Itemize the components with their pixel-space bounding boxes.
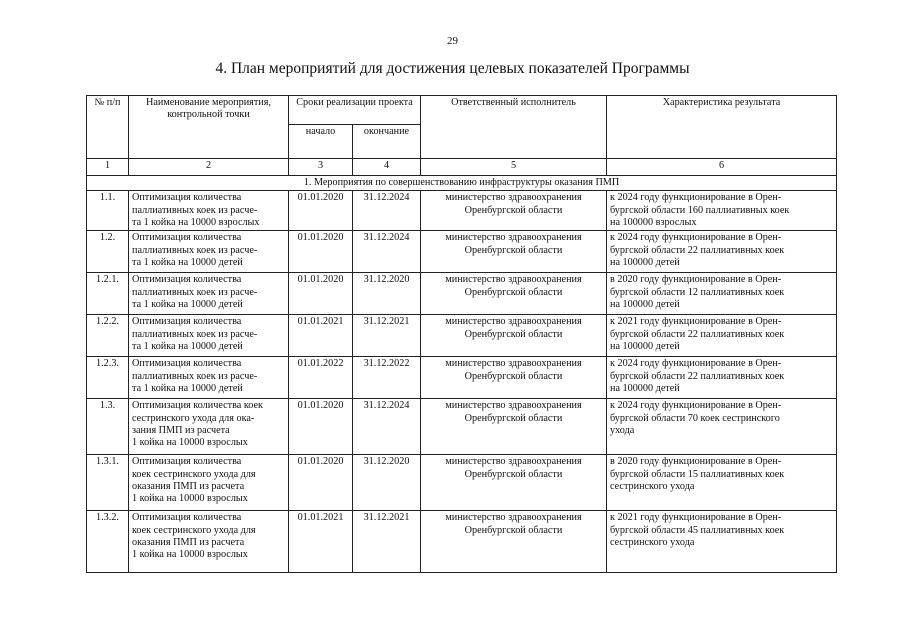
row-name-line: паллиативных коек из расче-	[132, 370, 258, 382]
row-name	[129, 191, 289, 231]
row-name-line: та 1 койка на 10000 детей	[132, 340, 243, 352]
row-result-line: ухода	[610, 424, 635, 436]
row-executor-line: министерство здравоохранения	[445, 456, 582, 468]
row-executor	[421, 231, 607, 273]
row-end-date: 31.12.2022	[353, 357, 421, 399]
row-result-line: в 2020 году функционирование в Орен-	[610, 274, 782, 286]
row-name-line: Оптимизация количества	[132, 456, 242, 468]
header-name: Наименование мероприятия, контрольной точки	[129, 96, 289, 159]
page-number: 29	[447, 35, 458, 47]
row-name-line: сестринского ухода для ока-	[132, 412, 255, 424]
row-result-line: бургской области 160 паллиативных коек	[610, 204, 790, 216]
row-end-date: 31.12.2020	[353, 273, 421, 315]
row-name-line: Оптимизация количества	[132, 192, 242, 204]
section-row	[87, 176, 837, 191]
row-executor-line: министерство здравоохранения	[445, 192, 582, 204]
row-start-date: 01.01.2020	[289, 455, 353, 511]
action-plan-table	[86, 95, 837, 573]
row-executor-line: Оренбургской области	[464, 204, 563, 216]
table-row	[87, 273, 837, 315]
row-result-line: сестринского ухода	[610, 480, 695, 492]
row-name	[129, 273, 289, 315]
row-executor-line: Оренбургской области	[464, 286, 563, 298]
table-row	[87, 315, 837, 357]
column-number: 6	[607, 159, 837, 176]
row-result-line: на 100000 детей	[610, 298, 680, 310]
row-executor	[421, 273, 607, 315]
row-end-date: 31.12.2024	[353, 191, 421, 231]
row-executor-line: Оренбургской области	[464, 244, 563, 256]
row-result-line: бургской области 45 паллиативных коек	[610, 524, 785, 536]
header-executor: Ответственный исполнитель	[421, 96, 607, 159]
row-result-line: бургской области 22 паллиативных коек	[610, 328, 785, 340]
row-executor	[421, 511, 607, 573]
row-end-date: 31.12.2024	[353, 399, 421, 455]
row-end-date: 31.12.2021	[353, 315, 421, 357]
row-result-line: на 100000 детей	[610, 382, 680, 394]
table-row	[87, 231, 837, 273]
row-result	[607, 511, 837, 573]
row-executor-line: Оренбургской области	[464, 468, 563, 480]
row-name-line: Оптимизация количества	[132, 274, 242, 286]
row-name-line: паллиативных коек из расче-	[132, 328, 258, 340]
row-result-line: к 2024 году функционирование в Орен-	[610, 400, 782, 412]
row-name-line: 1 койка на 10000 взрослых	[132, 437, 248, 449]
row-start-date: 01.01.2022	[289, 357, 353, 399]
section-title: 1. Мероприятия по совершенствованию инфраструктуры оказания ПМП	[87, 176, 837, 191]
row-result-line: к 2021 году функционирование в Орен-	[610, 316, 782, 328]
row-name-line: оказания ПМП из расчета	[132, 536, 245, 548]
row-start-date: 01.01.2021	[289, 511, 353, 573]
row-name-line: оказания ПМП из расчета	[132, 480, 245, 492]
row-result-line: бургской области 12 паллиативных коек	[610, 286, 785, 298]
row-number: 1.2.3.	[87, 357, 129, 399]
row-executor	[421, 357, 607, 399]
header-terms: Сроки реализации проекта	[289, 96, 421, 125]
row-executor-line: министерство здравоохранения	[445, 274, 582, 286]
row-number: 1.1.	[87, 191, 129, 231]
row-end-date: 31.12.2020	[353, 455, 421, 511]
header-start: начало	[289, 125, 353, 159]
column-number: 1	[87, 159, 129, 176]
row-executor-line: министерство здравоохранения	[445, 358, 582, 370]
row-executor	[421, 399, 607, 455]
row-number: 1.3.	[87, 399, 129, 455]
row-result-line: на 100000 детей	[610, 256, 680, 268]
row-name	[129, 511, 289, 573]
row-name-line: коек сестринского ухода для	[132, 524, 256, 536]
row-result-line: на 100000 детей	[610, 340, 680, 352]
row-result-line: бургской области 22 паллиативных коек	[610, 244, 785, 256]
header-num: № п/п	[87, 96, 129, 159]
row-number: 1.3.1.	[87, 455, 129, 511]
table-row	[87, 357, 837, 399]
row-result-line: на 100000 взрослых	[610, 216, 697, 228]
table-row	[87, 511, 837, 573]
row-number: 1.2.1.	[87, 273, 129, 315]
row-executor	[421, 315, 607, 357]
row-name	[129, 357, 289, 399]
row-end-date: 31.12.2024	[353, 231, 421, 273]
row-name-line: та 1 койка на 10000 детей	[132, 382, 243, 394]
column-number: 5	[421, 159, 607, 176]
row-start-date: 01.01.2020	[289, 399, 353, 455]
row-name	[129, 399, 289, 455]
row-number: 1.2.2.	[87, 315, 129, 357]
row-name-line: паллиативных коек из расче-	[132, 286, 258, 298]
row-executor-line: министерство здравоохранения	[445, 232, 582, 244]
row-result	[607, 399, 837, 455]
row-start-date: 01.01.2020	[289, 273, 353, 315]
row-result-line: к 2024 году функционирование в Орен-	[610, 358, 782, 370]
row-number: 1.3.2.	[87, 511, 129, 573]
table-body	[87, 191, 837, 573]
row-executor-line: Оренбургской области	[464, 412, 563, 424]
row-result	[607, 357, 837, 399]
row-result-line: сестринского ухода	[610, 536, 695, 548]
row-name	[129, 455, 289, 511]
row-executor-line: Оренбургской области	[464, 328, 563, 340]
row-name	[129, 315, 289, 357]
row-start-date: 01.01.2021	[289, 315, 353, 357]
row-name-line: та 1 койка на 10000 взрослых	[132, 216, 260, 228]
row-executor-line: министерство здравоохранения	[445, 512, 582, 524]
row-start-date: 01.01.2020	[289, 231, 353, 273]
row-executor-line: Оренбургской области	[464, 370, 563, 382]
row-result-line: в 2020 году функционирование в Орен-	[610, 456, 782, 468]
row-name-line: паллиативных коек из расче-	[132, 244, 258, 256]
row-name-line: Оптимизация количества	[132, 358, 242, 370]
row-number: 1.2.	[87, 231, 129, 273]
row-result-line: бургской области 15 паллиативных коек	[610, 468, 785, 480]
row-result	[607, 315, 837, 357]
row-executor-line: министерство здравоохранения	[445, 400, 582, 412]
row-result	[607, 273, 837, 315]
row-name-line: зания ПМП из расчета	[132, 424, 230, 436]
row-name-line: Оптимизация количества	[132, 232, 242, 244]
row-name	[129, 231, 289, 273]
column-number: 2	[129, 159, 289, 176]
column-number: 3	[289, 159, 353, 176]
row-result	[607, 191, 837, 231]
row-name-line: Оптимизация количества	[132, 316, 242, 328]
header-row	[87, 96, 837, 125]
row-executor-line: Оренбургской области	[464, 524, 563, 536]
row-end-date: 31.12.2021	[353, 511, 421, 573]
table-row	[87, 399, 837, 455]
row-result-line: бургской области 70 коек сестринского	[610, 412, 780, 424]
row-executor-line: министерство здравоохранения	[445, 316, 582, 328]
row-executor	[421, 191, 607, 231]
row-name-line: паллиативных коек из расче-	[132, 204, 258, 216]
row-name-line: Оптимизация количества	[132, 512, 242, 524]
row-start-date: 01.01.2020	[289, 191, 353, 231]
row-result	[607, 455, 837, 511]
row-result	[607, 231, 837, 273]
table-row	[87, 191, 837, 231]
column-number: 4	[353, 159, 421, 176]
header-result: Характеристика результата	[607, 96, 837, 159]
row-result-line: к 2021 году функционирование в Орен-	[610, 512, 782, 524]
row-name-line: Оптимизация количества коек	[132, 400, 263, 412]
row-name-line: коек сестринского ухода для	[132, 468, 256, 480]
row-name-line: та 1 койка на 10000 детей	[132, 256, 243, 268]
table-row	[87, 455, 837, 511]
row-result-line: бургской области 22 паллиативных коек	[610, 370, 785, 382]
column-number-row	[87, 159, 837, 176]
row-result-line: к 2024 году функционирование в Орен-	[610, 232, 782, 244]
row-executor	[421, 455, 607, 511]
document-title: 4. План мероприятий для достижения целевых показателей Программы	[215, 60, 690, 77]
row-name-line: 1 койка на 10000 взрослых	[132, 493, 248, 505]
row-name-line: та 1 койка на 10000 детей	[132, 298, 243, 310]
header-end: окончание	[353, 125, 421, 159]
row-name-line: 1 койка на 10000 взрослых	[132, 549, 248, 561]
row-result-line: к 2024 году функционирование в Орен-	[610, 192, 782, 204]
